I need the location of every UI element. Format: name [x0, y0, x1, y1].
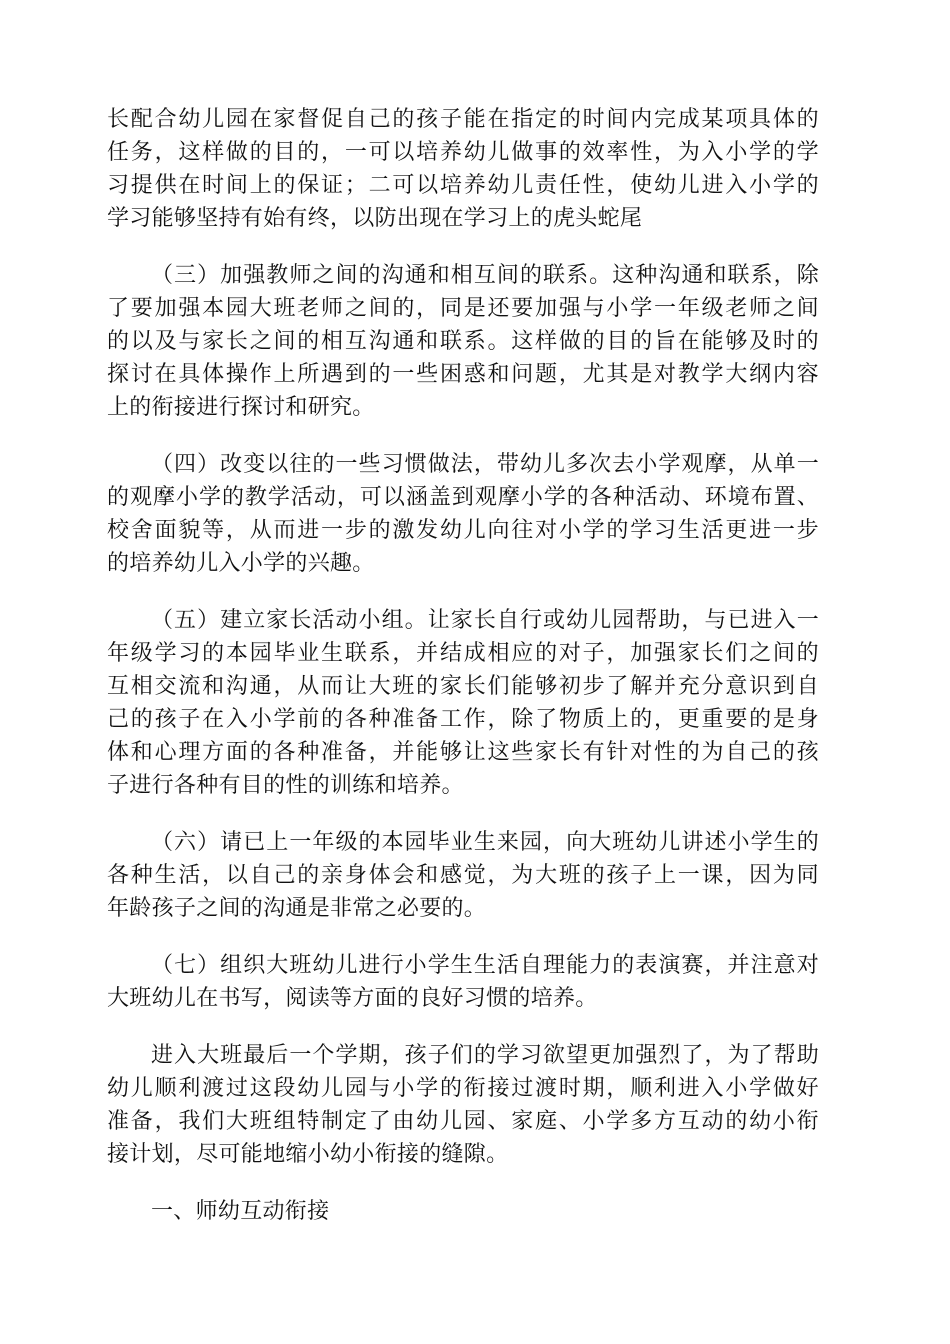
- text-line: 探讨在具体操作上所遇到的一些困惑和问题，尤其是对教学大纲内容: [107, 362, 819, 387]
- section-heading-text: 一、师幼互动衔接: [151, 1199, 330, 1224]
- text-line: 的培养幼儿入小学的兴趣。: [107, 551, 375, 576]
- text-line: 各种生活，以自己的亲身体会和感觉，为大班的孩子上一课，因为同: [107, 863, 819, 888]
- paragraph-item-4: [107, 448, 819, 580]
- text-line: 校舍面貌等，从而进一步的激发幼儿向往对小学的学习生活更进一步: [107, 518, 819, 543]
- text-line: 接计划，尽可能地缩小幼小衔接的缝隙。: [107, 1142, 509, 1167]
- paragraph-item-5: [107, 604, 819, 802]
- text-line: 子进行各种有目的性的训练和培养。: [107, 773, 464, 798]
- paragraph-item-3: [107, 259, 819, 424]
- text-line: （六）请已上一年级的本园毕业生来园，向大班幼儿讲述小学生的: [151, 830, 819, 855]
- text-line: 大班幼儿在书写，阅读等方面的良好习惯的培养。: [107, 986, 598, 1011]
- paragraph-item-7: [107, 949, 819, 1015]
- text-line: 学习能够坚持有始有终，以防出现在学习上的虎头蛇尾: [107, 206, 643, 231]
- text-line: 长配合幼儿园在家督促自己的孩子能在指定的时间内完成某项具体的: [107, 107, 819, 132]
- text-line: 习提供在时间上的保证；二可以培养幼儿责任性，使幼儿进入小学的: [107, 173, 819, 198]
- text-line: 的观摩小学的教学活动，可以涵盖到观摩小学的各种活动、环境布置、: [107, 485, 819, 510]
- text-line: （三）加强教师之间的沟通和相互间的联系。这种沟通和联系，除: [151, 263, 819, 288]
- text-line: 了要加强本园大班老师之间的，同是还要加强与小学一年级老师之间: [107, 296, 819, 321]
- text-line: 幼儿顺利渡过这段幼儿园与小学的衔接过渡时期，顺利进入小学做好: [107, 1076, 819, 1101]
- paragraph-intro: [107, 1039, 819, 1171]
- text-line: 年龄孩子之间的沟通是非常之必要的。: [107, 896, 487, 921]
- text-line: （五）建立家长活动小组。让家长自行或幼儿园帮助，与已进入一: [151, 608, 819, 633]
- text-line: 己的孩子在入小学前的各种准备工作，除了物质上的，更重要的是身: [107, 707, 819, 732]
- text-line: 准备，我们大班组特制定了由幼儿园、家庭、小学多方互动的幼小衔: [107, 1109, 819, 1134]
- text-line: 的以及与家长之间的相互沟通和联系。这样做的目的旨在能够及时的: [107, 329, 819, 354]
- text-line: 任务，这样做的目的，一可以培养幼儿做事的效率性，为入小学的学: [107, 140, 819, 165]
- text-line: （四）改变以往的一些习惯做法，带幼儿多次去小学观摩，从单一: [151, 452, 819, 477]
- text-line: 年级学习的本园毕业生联系，并结成相应的对子，加强家长们之间的: [107, 641, 819, 666]
- text-line: （七）组织大班幼儿进行小学生生活自理能力的表演赛，并注意对: [151, 953, 819, 978]
- paragraph-continuation: [107, 103, 819, 235]
- section-heading: [107, 1195, 819, 1228]
- document-body: [107, 100, 819, 1252]
- text-line: 上的衔接进行探讨和研究。: [107, 395, 375, 420]
- text-line: 体和心理方面的各种准备，并能够让这些家长有针对性的为自己的孩: [107, 740, 819, 765]
- text-line: 互相交流和沟通，从而让大班的家长们能够初步了解并充分意识到自: [107, 674, 819, 699]
- paragraph-item-6: [107, 826, 819, 925]
- text-line: 进入大班最后一个学期，孩子们的学习欲望更加强烈了，为了帮助: [151, 1043, 819, 1068]
